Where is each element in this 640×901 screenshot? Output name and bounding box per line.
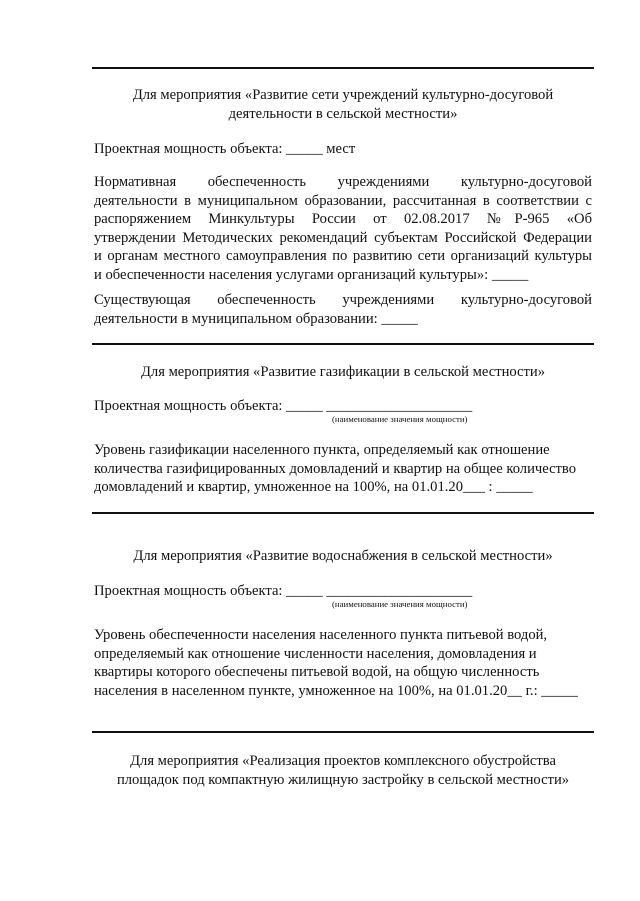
- paragraph-line: определяемый как отношение численности населения, домовладения и: [94, 645, 537, 662]
- capacity-caption: (наименование значения мощности): [332, 414, 468, 424]
- section-heading-gas: Для мероприятия «Развитие газификации в сельской местности»: [140, 364, 546, 380]
- capacity-line: Проектная мощность объекта: _____ ____________________: [94, 583, 473, 599]
- paragraph-line: утверждении Методических рекомендаций субъектам Российской Федерации: [94, 229, 592, 246]
- paragraph-line: и обеспеченности населения услугами организаций культуры»: _____: [94, 266, 529, 283]
- capacity-line: Проектная мощность объекта: _____ ____________________: [94, 398, 473, 414]
- section-divider: [92, 731, 594, 733]
- section-heading-culture: [92, 86, 594, 123]
- paragraph-line: Уровень газификации населенного пункта, определяемый как отношение: [94, 442, 550, 458]
- section-heading-water: Для мероприятия «Развитие водоснабжения в сельской местности»: [133, 548, 553, 564]
- paragraph-line: Существующая обеспеченность учреждениями культурно-досуговой: [94, 292, 592, 308]
- paragraph-line: населения в населенном пункте, умноженное на 100%, на 01.01.20__ г.: _____: [94, 682, 578, 699]
- section-divider: [92, 67, 594, 69]
- heading-line: Для мероприятия «Реализация проектов комплексного обустройства: [130, 753, 556, 769]
- heading-line: деятельности в сельской местности»: [228, 105, 458, 122]
- paragraph-line: Нормативная обеспеченность учреждениями культурно-досуговой: [94, 174, 592, 190]
- paragraph-line: Уровень обеспеченности населения населенного пункта питьевой водой,: [94, 627, 548, 643]
- paragraph-line: распоряжением Минкультуры России от 02.08.2017 №Р-965 «Об: [94, 211, 592, 227]
- paragraph-line: квартиры которого обеспечены питьевой водой, на общую численность: [94, 664, 540, 680]
- heading-line: площадок под компактную жилищную застройку в сельской местности»: [116, 771, 570, 788]
- paragraph-line: домовладений и квартир, умноженное на 100%, на 01.01.20___ : _____: [94, 479, 533, 495]
- heading-line: Для мероприятия «Развитие сети учреждений культурно-досуговой: [132, 87, 554, 103]
- section-divider: [92, 343, 594, 345]
- paragraph-line: и органам местного самоуправления по развитию сети организаций культуры: [94, 248, 592, 264]
- paragraph-line: деятельности в муниципальном образовании, рассчитанная в соответствии с: [94, 192, 592, 209]
- paragraph-line: деятельности в муниципальном образовании: _____: [94, 310, 418, 327]
- paragraph-line: количества газифицированных домовладений и квартир на общее количество: [94, 460, 577, 477]
- section-divider: [92, 512, 594, 514]
- section-heading-housing: [92, 752, 594, 789]
- capacity-caption: (наименование значения мощности): [332, 599, 468, 609]
- capacity-line: Проектная мощность объекта: _____ мест: [94, 141, 356, 157]
